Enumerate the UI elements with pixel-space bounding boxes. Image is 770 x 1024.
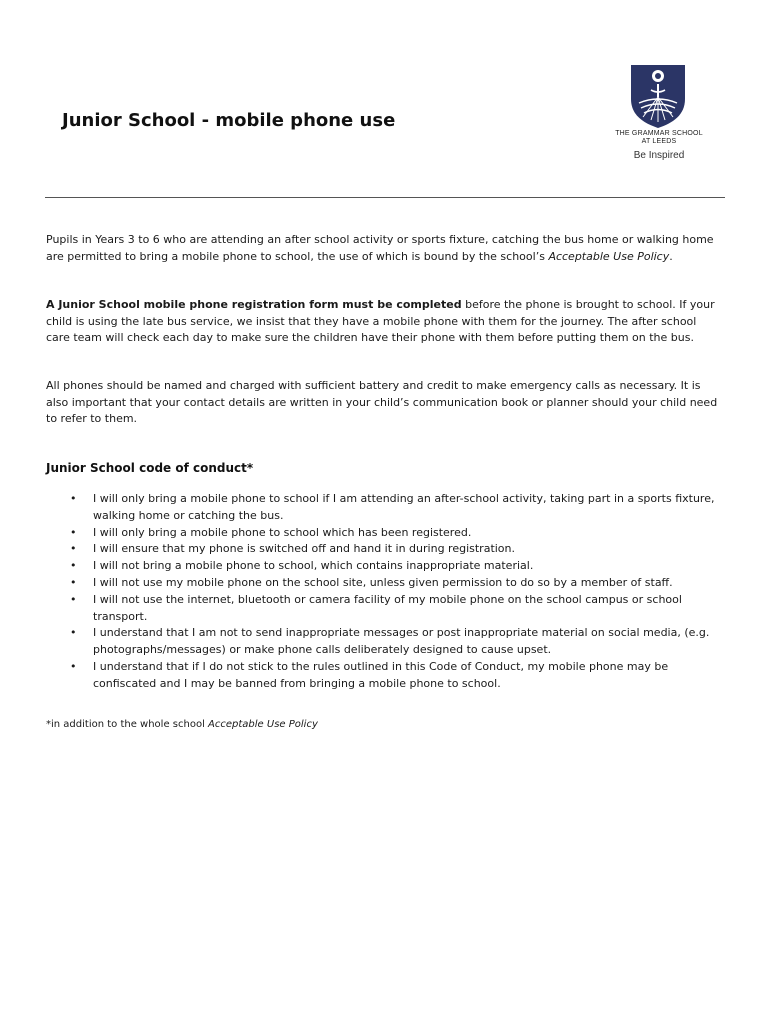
list-item	[46, 491, 718, 525]
school-logo	[612, 63, 706, 163]
list-item	[46, 525, 718, 542]
intro-paragraph-3: All phones should be named and charged with sufficient battery and credit to make emergency calls as necessary. It is also important that your contact details are written in your child’s communication book or planner should your child need to refer to them.	[46, 379, 718, 425]
list-item	[46, 592, 718, 626]
registration-requirement: A Junior School mobile phone registration form must be completed	[46, 298, 462, 311]
list-item-text: I will only bring a mobile phone to school if I am attending an after-school activity, taking part in a sports fixture, walking home or catching the bus.	[93, 492, 715, 522]
school-name	[612, 130, 706, 146]
code-of-conduct-list	[46, 491, 718, 693]
school-name-line2: AT LEEDS	[641, 138, 677, 145]
school-tagline: Be Inspired	[633, 150, 685, 161]
intro-paragraph-1	[46, 232, 718, 265]
bullet-icon: •	[70, 592, 77, 606]
bullet-icon: •	[70, 659, 77, 673]
bullet-icon: •	[70, 626, 77, 640]
page-title: Junior School - mobile phone use	[62, 110, 396, 131]
list-item-text: I understand that I am not to send inappropriate messages or post inappropriate material on social media, (e.g. photographs/messages) or make phone calls deliberately designed to cause upset.	[93, 626, 710, 657]
list-item-text: I will only bring a mobile phone to school which has been registered.	[93, 525, 472, 539]
list-item-text: I will ensure that my phone is switched off and hand it in during registration.	[93, 542, 516, 556]
bullet-icon: •	[70, 575, 77, 589]
intro-p1-text: Pupils in Years 3 to 6 who are attending an after school activity or sports fixture, catching the bus home or walking home are permitted to bring a mobile phone to school, the use of which is bound by the school’s	[46, 233, 714, 263]
list-item-text: I will not bring a mobile phone to school, which contains inappropriate material.	[93, 559, 534, 573]
footnote-policy-ref: Acceptable Use Policy	[208, 719, 318, 730]
list-item	[46, 625, 718, 659]
acceptable-use-policy-ref: Acceptable Use Policy	[548, 249, 670, 263]
code-of-conduct-heading: Junior School code of conduct*	[46, 461, 254, 475]
school-crest-icon	[629, 63, 687, 129]
header-divider	[45, 197, 725, 198]
bullet-icon: •	[70, 525, 77, 539]
bullet-icon: •	[70, 559, 77, 573]
footnote-text: *in addition to the whole school	[46, 719, 209, 730]
list-item	[46, 541, 718, 558]
list-item-text: I understand that if I do not stick to the rules outlined in this Code of Conduct, my mobile phone may be confiscated and I may be banned from bringing a mobile phone to school.	[93, 659, 669, 690]
list-item-text: I will not use the internet, bluetooth or camera facility of my mobile phone on the school campus or school transport.	[93, 592, 682, 623]
bullet-icon: •	[70, 492, 77, 505]
intro-p1-end: .	[669, 249, 673, 263]
footnote	[46, 719, 318, 730]
intro-paragraph-2	[46, 297, 718, 347]
list-item	[46, 575, 718, 592]
list-item-text: I will not use my mobile phone on the school site, unless given permission to do so by a member of staff.	[93, 575, 673, 589]
list-item	[46, 659, 718, 693]
intro-p2-text: before the phone is brought to school. If your child is using the late bus service, we insist that they have a mobile phone with them for the journey. The after school care team will check each day to make sure the children have their phone with them before putting them on the bus.	[46, 298, 715, 344]
list-item	[46, 558, 718, 575]
bullet-icon: •	[70, 542, 77, 556]
school-name-line1: THE GRAMMAR SCHOOL	[615, 130, 703, 137]
